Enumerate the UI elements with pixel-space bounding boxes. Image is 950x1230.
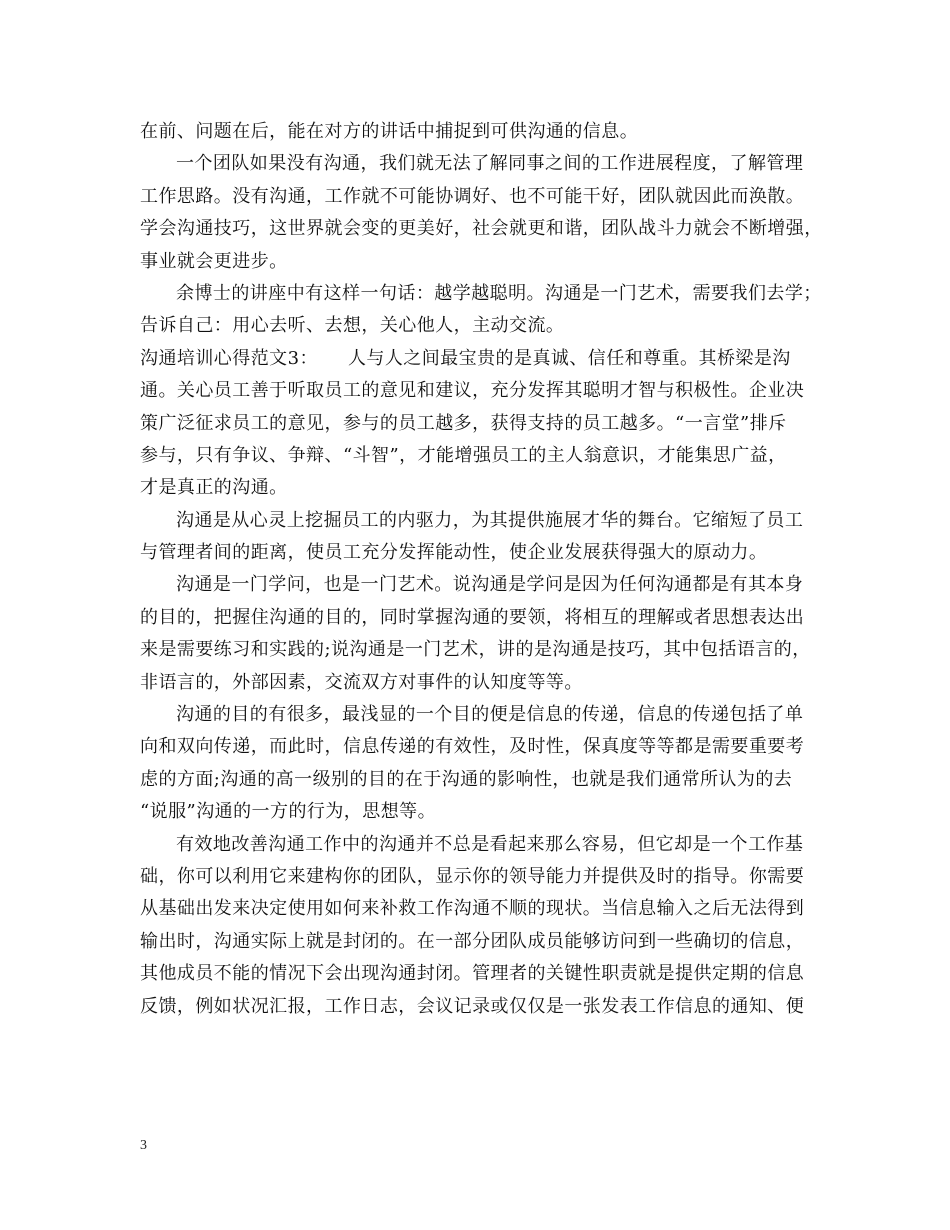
paragraph-line: 工作思路。没有沟通，工作就不可能协调好、也不可能干好，团队就因此而涣散。 (140, 185, 805, 207)
paragraph-line: 策广泛征求员工的意见，参与的员工越多，获得支持的员工越多。“一言堂”排斥 (140, 412, 787, 434)
paragraph-line: 输出时，沟通实际上就是封闭的。在一部分团队成员能够访问到一些确切的信息， (140, 930, 805, 952)
section-heading: 沟通培训心得范文3： (140, 347, 318, 369)
paragraph-line: 告诉自己：用心去听、去想，关心他人，主动交流。 (140, 315, 565, 337)
paragraph-line: 非语言的，外部因素，交流双方对事件的认知度等等。 (140, 671, 583, 693)
paragraph-line: 向和双向传递，而此时，信息传递的有效性，及时性，保真度等等都是需要重要考 (140, 736, 805, 758)
page-number: 3 (140, 1138, 147, 1153)
paragraph-line: 沟通是从心灵上挖掘员工的内驱力，为其提供施展才华的舞台。它缩短了员工 (176, 509, 804, 531)
paragraph-line: 与管理者间的距离，使员工充分发挥能动性，使企业发展获得强大的原动力。 (140, 542, 768, 564)
paragraph-line: 其他成员不能的情况下会出现沟通封闭。管理者的关键性职责就是提供定期的信息 (140, 963, 805, 985)
paragraph-line: 有效地改善沟通工作中的沟通并不总是看起来那么容易，但它却是一个工作基 (176, 833, 804, 855)
paragraph-line: 余博士的讲座中有这样一句话：越学越聪明。沟通是一门艺术，需要我们去学； (176, 282, 822, 304)
paragraph-line: 反馈，例如状况汇报，工作日志，会议记录或仅仅是一张发表工作信息的通知、便 (140, 995, 805, 1017)
paragraph-line: “说服”沟通的一方的行为，思想等。 (140, 801, 437, 823)
body-text (140, 116, 830, 1023)
paragraph-line: 从基础出发来决定使用如何来补救工作沟通不顺的现状。当信息输入之后无法得到 (140, 898, 805, 920)
paragraph-line: 人与人之间最宝贵的是真诚、信任和尊重。其桥梁是沟 (347, 347, 791, 369)
paragraph-line: 才是真正的沟通。 (140, 477, 288, 499)
paragraph-line: 通。关心员工善于听取员工的意见和建议，充分发挥其聪明才智与积极性。企业决 (140, 380, 805, 402)
paragraph-line: 参与，只有争议、争辩、“斗智”，才能增强员工的主人翁意识，才能集思广益， (140, 444, 787, 466)
paragraph-line: 学会沟通技巧，这世界就会变的更美好，社会就更和谐，团队战斗力就会不断增强， (140, 218, 823, 240)
section-heading-line (140, 343, 830, 375)
paragraph-line: 沟通是一门学问，也是一门艺术。说沟通是学问是因为任何沟通都是有其本身 (176, 574, 804, 596)
paragraph-line: 来是需要练习和实践的;说沟通是一门艺术，讲的是沟通是技巧，其中包括语言的， (140, 639, 811, 661)
paragraph-line: 虑的方面;沟通的高一级别的目的在于沟通的影响性，也就是我们通常所认为的去 (140, 768, 793, 790)
paragraph-line: 础，你可以利用它来建构你的团队，显示你的领导能力并提供及时的指导。你需要 (140, 865, 805, 887)
paragraph-line: 沟通的目的有很多，最浅显的一个目的便是信息的传递，信息的传递包括了单 (176, 704, 804, 726)
paragraph-line: 一个团队如果没有沟通，我们就无法了解同事之间的工作进展程度，了解管理 (176, 153, 804, 175)
paragraph-line: 在前、问题在后，能在对方的讲话中捕捉到可供沟通的信息。 (140, 121, 639, 142)
paragraph-line: 事业就会更进步。 (140, 250, 288, 272)
paragraph-line: 的目的，把握住沟通的目的，同时掌握沟通的要领，将相互的理解或者思想表达出 (140, 606, 805, 628)
